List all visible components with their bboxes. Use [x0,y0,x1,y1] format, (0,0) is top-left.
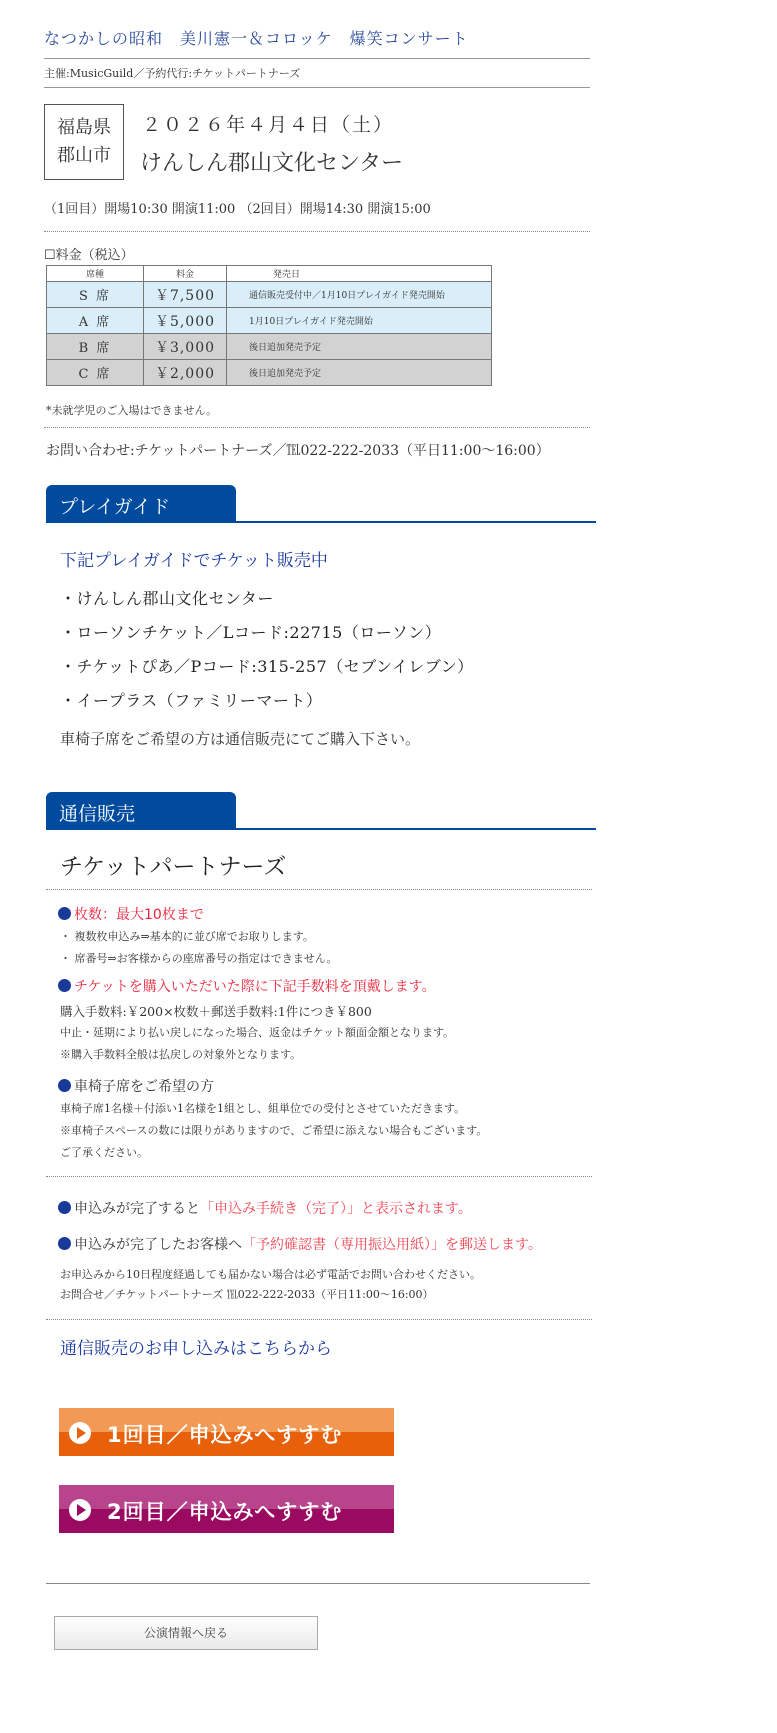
seat-cell: C 席 [47,360,144,386]
back-to-info-button[interactable]: 公演情報へ戻る [54,1616,318,1650]
wheelchair-heading-text: 車椅子席をご希望の方 [74,1079,214,1095]
section-tab-label: プレイガイド [59,496,171,518]
note-line: ・ 複数枚申込み⇒基本的に並び席でお取りします。 [60,930,314,943]
note-line: ※購入手数料全般は払戻しの対象外となります。 [60,1048,302,1061]
section-tab [46,485,236,521]
play-icon [69,1499,91,1521]
complete-notice-text: 申込みが完了すると [74,1201,200,1217]
bullet-icon [58,1201,71,1214]
max-tickets-text: 枚数：最大10枚まで [74,907,204,923]
note-line: ※車椅子スペースの数には限りがありますので、ご希望に添えない場合もございます。 [60,1124,488,1137]
bullet-icon [58,1237,71,1250]
fee-line: 購入手数料:￥200×枚数＋郵送手数料:1件につき￥800 [60,1004,372,1019]
table-row [47,334,492,360]
note-line: 中止・延期により払い戻しになった場合、返金はチケット額面金額となります。 [60,1026,455,1039]
note-line: 車椅子席1名様＋付添い1名様を1組とし、組単位での受付とさせていただきます。 [60,1102,466,1115]
mail-apply-heading: 通信販売のお申し込みはこちらから [60,1339,332,1359]
section-header-playguide [46,485,596,521]
no-kids-note: *未就学児のご入場はできません。 [46,404,218,417]
complete-notice-2 [58,1234,542,1254]
section-tab [46,792,236,828]
section-header-mail [46,792,596,828]
dotted-divider [44,427,590,428]
note-line: ・ 席番号⇒お客様からの座席番号の指定はできません。 [60,952,338,965]
sale-cell: 後日追加発売予定 [227,360,492,386]
bullet-icon [58,979,71,992]
sale-cell: 1月10日プレイガイド発売開始 [227,308,492,334]
column-header: 料金 [144,266,227,282]
fee-heading [58,976,436,996]
event-date: ２０２６年４月４日（土） [142,114,395,136]
playguide-item: ・チケットぴあ／Pコード:315-257（セブンイレブン） [60,657,474,676]
playguide-item: ・けんしん郡山文化センター [60,589,274,608]
city-label: 郡山市 [57,145,111,166]
price-table [46,265,492,386]
column-header: 発売日 [227,266,492,282]
fee-heading-text: チケットを購入いただいた際に下記手数料を頂戴します。 [74,979,436,995]
price-heading: ☐料金（税込） [44,248,134,263]
event-venue: けんしん郡山文化センター [140,151,404,176]
organizer-text: 主催:MusicGuild／予約代行:チケットパートナーズ [44,67,301,80]
table-row [47,282,492,308]
table-row [47,308,492,334]
playguide-item: ・イープラス（ファミリーマート） [60,691,323,710]
divider [44,87,590,88]
wheelchair-heading [58,1076,214,1096]
price-cell: ￥5,000 [144,308,227,334]
apply-button-2[interactable] [59,1485,394,1533]
event-schedule: （1回目）開場10:30 開演11:00 （2回目）開場14:30 開演15:00 [44,202,431,217]
dotted-divider [46,889,592,890]
max-tickets-heading [58,904,204,924]
apply-button-1[interactable] [59,1408,394,1456]
seat-cell: A 席 [47,308,144,334]
price-table-header [47,266,492,282]
dotted-divider [46,1319,592,1320]
dotted-divider [46,1176,592,1177]
note-line: お申込みから10日程度経過しても届かない場合は必ず電話でお問い合わせください。 [60,1268,481,1281]
wheelchair-note: 車椅子席をご希望の方は通信販売にてご購入下さい。 [60,730,421,748]
bullet-icon [58,907,71,920]
complete-notice-text: 申込みが完了したお客様へ [74,1237,242,1253]
location-box [44,104,124,180]
event-title: なつかしの昭和 美川憲一＆コロッケ 爆笑コンサート [44,29,469,48]
mail-company: チケットパートナーズ [60,854,287,880]
seat-cell: S 席 [47,282,144,308]
table-row [47,360,492,386]
section-underline [46,521,596,523]
divider [46,1583,590,1584]
contact-info: お問い合わせ:チケットパートナーズ／℡022-222-2033（平日11:00〜16:00） [46,443,550,459]
playguide-item: ・ローソンチケット／Lコード:22715（ローソン） [60,623,442,642]
column-header: 席種 [47,266,144,282]
apply-button-label: 1回目／申込みへすすむ [107,1423,343,1447]
complete-notice-highlight: 「予約確認書（専用振込用紙）」を郵送します。 [242,1237,542,1253]
complete-notice-1 [58,1198,472,1218]
divider [44,58,590,59]
apply-button-label: 2回目／申込みへすすむ [107,1500,343,1524]
complete-notice-highlight: 「申込み手続き（完了）」と表示されます。 [200,1201,472,1217]
price-cell: ￥3,000 [144,334,227,360]
dotted-divider [44,231,590,232]
note-line: ご了承ください。 [60,1146,148,1159]
bullet-icon [58,1079,71,1092]
note-line: お問合せ／チケットパートナーズ ℡022-222-2033（平日11:00〜16:00） [60,1288,434,1301]
sale-cell: 後日追加発売予定 [227,334,492,360]
section-tab-label: 通信販売 [59,803,136,825]
seat-cell: B 席 [47,334,144,360]
sale-cell: 通信販売受付中／1月10日プレイガイド発売開始 [227,282,492,308]
prefecture-label: 福島県 [57,117,111,138]
price-cell: ￥7,500 [144,282,227,308]
price-cell: ￥2,000 [144,360,227,386]
play-icon [69,1422,91,1444]
section-underline [46,828,596,830]
playguide-subtitle: 下記プレイガイドでチケット販売中 [60,551,328,571]
